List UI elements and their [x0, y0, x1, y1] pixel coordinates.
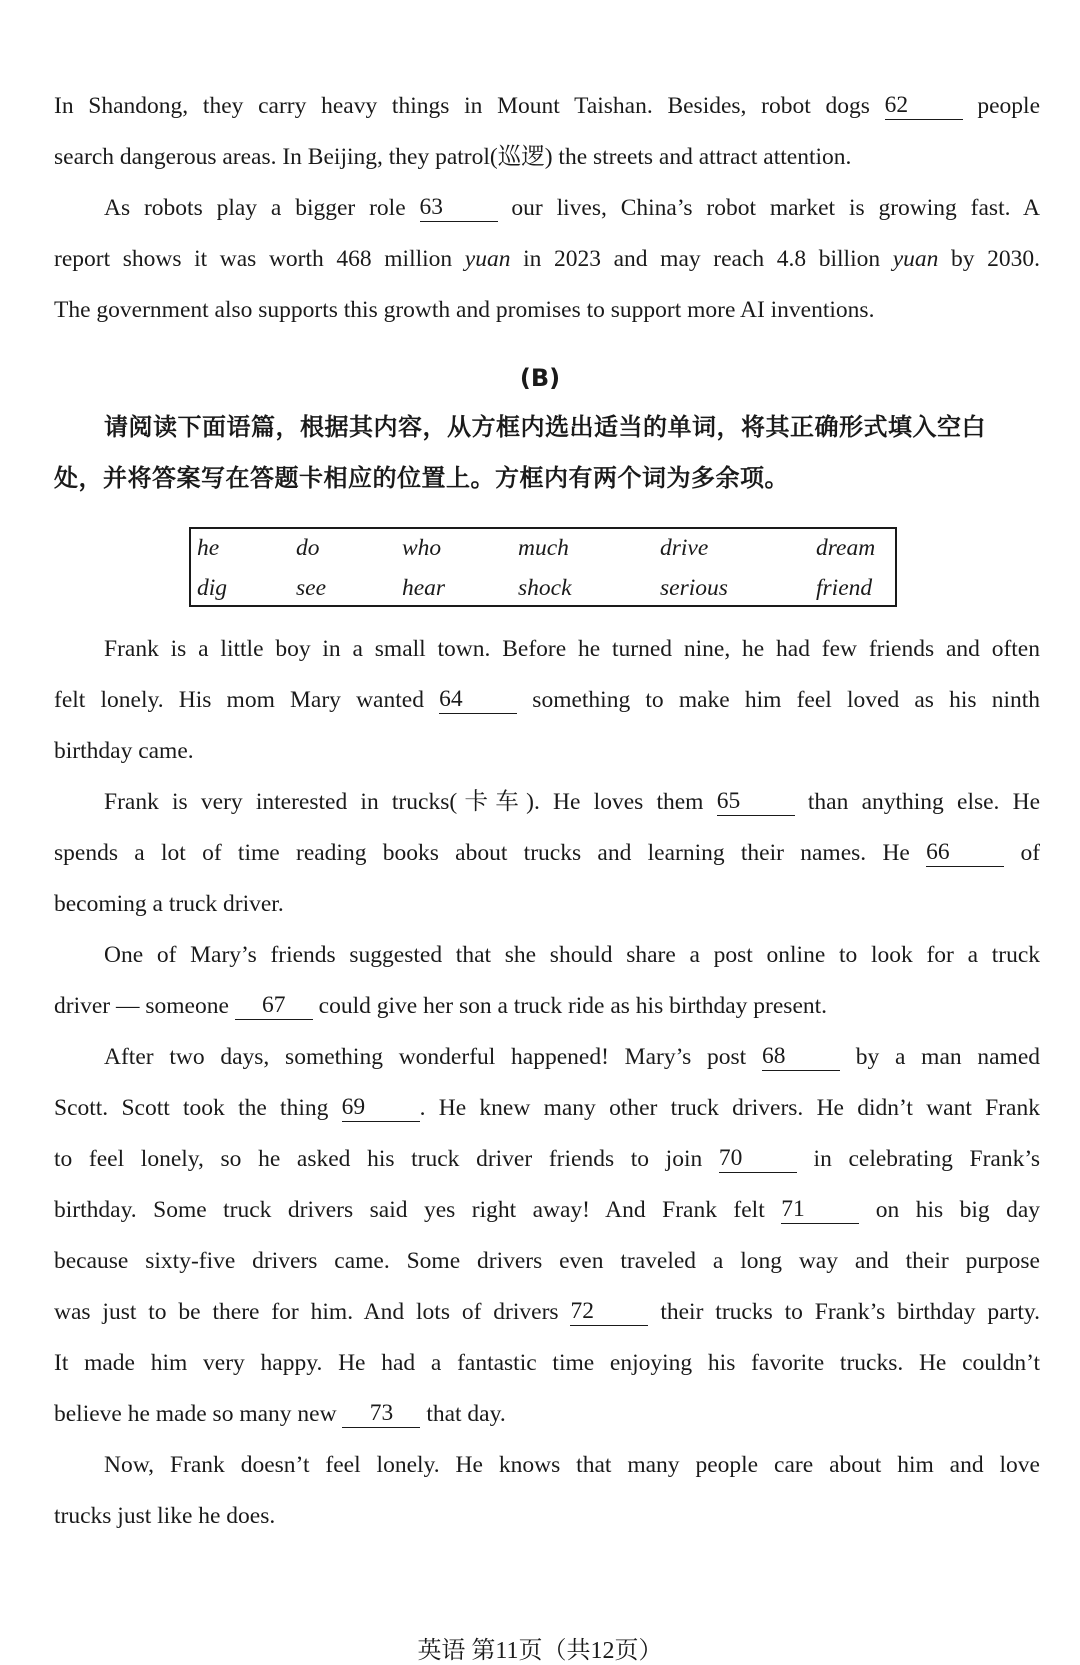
- text-segment: in celebrating Frank’s: [813, 1146, 1040, 1172]
- answer-blank-65: [717, 789, 795, 816]
- word-option: dream: [816, 535, 876, 561]
- text-segment: felt lonely. His mom Mary wanted: [54, 687, 424, 713]
- blank-number: 70: [718, 1145, 743, 1171]
- answer-blank-67: [235, 993, 313, 1020]
- answer-blank-63: [420, 195, 498, 222]
- text-segment: could give her son a truck ride as his birthday present.: [318, 993, 828, 1019]
- text-line: Frank is a little boy in a small town. Before he turned nine, he had few friends and often: [104, 636, 1040, 662]
- text-line: search dangerous areas. In Beijing, they patrol(巡逻) the streets and attract attention.: [54, 144, 852, 170]
- text-line: It made him very happy. He had a fantastic time enjoying his favorite trucks. He couldn’t: [54, 1350, 1040, 1376]
- text-line: [104, 786, 1040, 818]
- text-segment: birthday. Some truck drivers said yes right away! And Frank felt: [54, 1197, 765, 1223]
- text-line: [54, 1296, 1040, 1328]
- blank-number: 68: [761, 1043, 786, 1069]
- instruction-line: 请阅读下面语篇，根据其内容，从方框内选出适当的单词，将其正确形式填入空白: [104, 413, 986, 441]
- word-option: friend: [816, 575, 873, 601]
- word-option: hear: [402, 575, 446, 601]
- text-segment: something to make him feel loved as his ninth: [532, 687, 1040, 713]
- text-line: [54, 1398, 1040, 1430]
- text-segment: that day.: [426, 1401, 506, 1427]
- word-option: he: [197, 535, 220, 561]
- text-line: [54, 990, 1040, 1022]
- italic-word: yuan: [464, 246, 511, 272]
- italic-word: yuan: [892, 246, 939, 272]
- text-line: [54, 90, 1040, 122]
- word-option: see: [296, 575, 327, 601]
- text-line: because sixty-five drivers came. Some drivers even traveled a long way and their purpose: [54, 1248, 1040, 1274]
- text-segment: In Shandong, they carry heavy things in Mount Taishan. Besides, robot dogs: [54, 93, 870, 119]
- text-line: [54, 684, 1040, 716]
- text-segment: Frank is very interested in trucks(卡车). He loves them: [104, 789, 704, 815]
- blank-number: 69: [341, 1094, 366, 1120]
- word-option: dig: [197, 575, 228, 601]
- text-line: trucks just like he does.: [54, 1503, 276, 1529]
- text-segment: As robots play a bigger role: [104, 195, 406, 221]
- answer-blank-71: [781, 1197, 859, 1224]
- blank-number: 73: [369, 1400, 394, 1426]
- instruction-line: 处，并将答案写在答题卡相应的位置上。方框内有两个词为多余项。: [54, 464, 789, 492]
- answer-blank-73: [342, 1401, 420, 1428]
- text-line: [54, 1143, 1040, 1175]
- text-line: One of Mary’s friends suggested that she should share a post online to look for a truck: [104, 942, 1040, 968]
- blank-number: 64: [439, 686, 463, 712]
- section-heading: (B): [519, 364, 561, 392]
- text-line: becoming a truck driver.: [54, 891, 284, 917]
- text-line: [54, 243, 1040, 275]
- text-segment: to feel lonely, so he asked his truck driver friends to join: [54, 1146, 703, 1172]
- text-segment: by 2030.: [951, 246, 1040, 272]
- blank-number: 67: [262, 992, 286, 1018]
- text-line: Now, Frank doesn’t feel lonely. He knows that many people care about him and love: [104, 1452, 1040, 1478]
- text-line: The government also supports this growth and promises to support more AI inventions.: [54, 297, 875, 323]
- text-line: birthday came.: [54, 738, 194, 764]
- answer-blank-62: [885, 93, 963, 120]
- text-segment: our lives, China’s robot market is growing fast. A: [511, 195, 1040, 221]
- answer-blank-72: [570, 1299, 648, 1326]
- answer-blank-64: [439, 687, 517, 714]
- word-box: [189, 527, 897, 607]
- blank-number: 65: [716, 788, 741, 814]
- text-line: [104, 192, 1040, 224]
- text-segment: driver — someone: [54, 993, 229, 1019]
- answer-blank-66: [926, 840, 1004, 867]
- word-option: much: [518, 535, 569, 561]
- text-segment: spends a lot of time reading books about trucks and learning their names. He: [54, 840, 910, 866]
- text-line: [104, 1041, 1040, 1073]
- answer-blank-69: [342, 1095, 420, 1122]
- answer-blank-70: [719, 1146, 797, 1173]
- blank-number: 71: [781, 1196, 805, 1222]
- word-option: serious: [660, 575, 728, 601]
- text-line: [54, 1194, 1040, 1226]
- answer-blank-68: [762, 1044, 840, 1071]
- blank-number: 72: [570, 1298, 594, 1324]
- blank-number: 63: [419, 194, 444, 220]
- text-segment: than anything else. He: [807, 789, 1040, 815]
- text-segment: on his big day: [875, 1197, 1040, 1223]
- text-segment: . He knew many other truck drivers. He didn’t want Frank: [419, 1095, 1040, 1121]
- text-line: [54, 1092, 1040, 1124]
- text-segment: their trucks to Frank’s birthday party.: [660, 1299, 1040, 1325]
- blank-number: 62: [884, 92, 909, 118]
- word-option: who: [402, 535, 442, 561]
- page-footer: 英语 第11页（共12页）: [417, 1638, 663, 1664]
- text-segment: Scott. Scott took the thing: [54, 1095, 329, 1121]
- text-segment: by a man named: [855, 1044, 1040, 1070]
- word-option: do: [296, 535, 320, 561]
- word-option: drive: [660, 535, 709, 561]
- word-option: shock: [518, 575, 572, 601]
- text-segment: believe he made so many new: [54, 1401, 337, 1427]
- text-segment: people: [977, 93, 1040, 119]
- text-line: [54, 837, 1040, 869]
- text-segment: was just to be there for him. And lots of drivers: [54, 1299, 559, 1325]
- text-segment: in 2023 and may reach 4.8 billion: [523, 246, 881, 272]
- text-segment: of: [1020, 840, 1040, 866]
- text-segment: report shows it was worth 468 million: [54, 246, 453, 272]
- text-segment: After two days, something wonderful happened! Mary’s post: [104, 1044, 747, 1070]
- blank-number: 66: [926, 839, 950, 865]
